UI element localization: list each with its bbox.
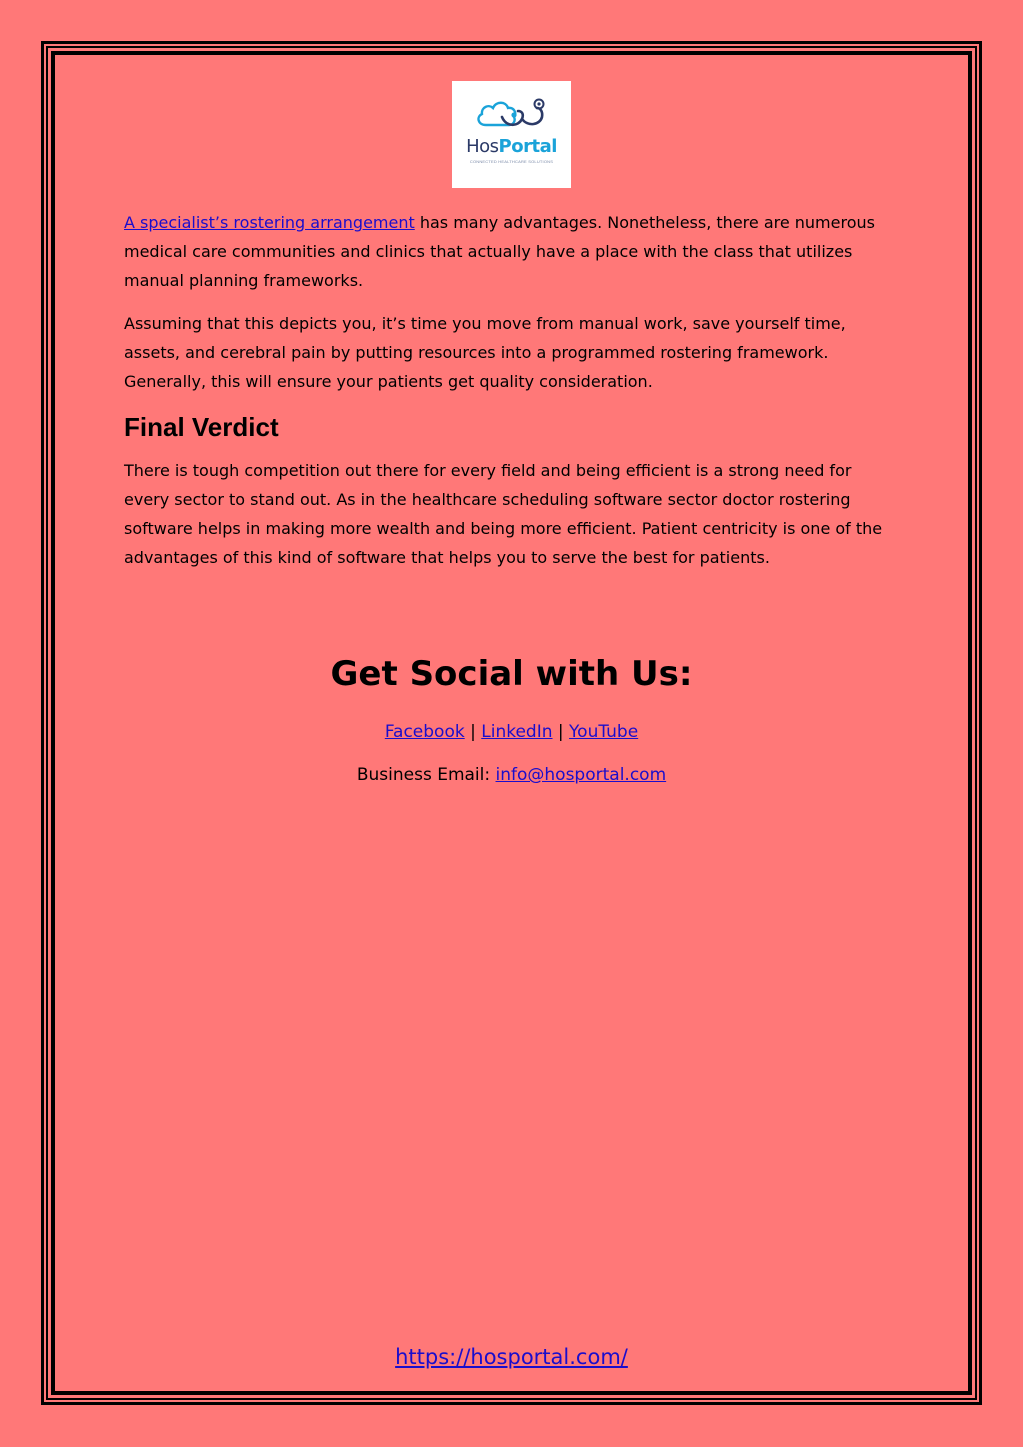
social-links: [0, 718, 1023, 746]
facebook-link[interactable]: Facebook: [384, 722, 465, 742]
logo-tagline: CONNECTED HEALTHCARE SOLUTIONS: [469, 159, 554, 164]
website-link[interactable]: https://hosportal.com/: [395, 1345, 628, 1369]
email-link[interactable]: info@hosportal.com: [495, 765, 667, 785]
paragraph-1: [124, 208, 894, 295]
linkedin-link[interactable]: LinkedIn: [481, 722, 553, 742]
logo-wordmark: [452, 137, 571, 157]
logo-wordmark-hos: Hos: [466, 136, 499, 157]
email-label: Business Email:: [356, 765, 496, 785]
paragraph-1-text: has many advantages. Nonetheless, there are numerous medical care communities and clinics that actually have a place with the class that utilizes manual planning frameworks.: [124, 213, 875, 290]
separator: |: [464, 722, 482, 742]
paragraph-3: There is tough competition out there for every field and being efficient is a strong need for every sector to stand out. As in the healthcare scheduling software sector doctor rostering software helps in making more wealth and being more efficient. Patient centricity is one of the advantages of this kind of software that helps you to serve the best for patients.: [124, 461, 883, 567]
logo-wordmark-portal: Portal: [498, 136, 557, 157]
article-body: [124, 208, 894, 586]
hosportal-logo: [452, 81, 571, 188]
separator: |: [552, 722, 570, 742]
cloud-stethoscope-icon: [452, 81, 571, 137]
business-email-line: [0, 761, 1023, 789]
final-verdict-heading: Final Verdict: [124, 412, 279, 442]
social-heading: Get Social with Us:: [330, 654, 693, 694]
paragraph-2: Assuming that this depicts you, it’s time you move from manual work, save yourself time, assets, and cerebral pain by putting resources into a programmed rostering framework. Generally, this will ensure your patients get quality consideration.: [124, 314, 846, 391]
footer: [0, 1340, 1023, 1374]
rostering-arrangement-link[interactable]: A specialist’s rostering arrangement: [124, 213, 415, 232]
youtube-link[interactable]: YouTube: [569, 722, 639, 742]
